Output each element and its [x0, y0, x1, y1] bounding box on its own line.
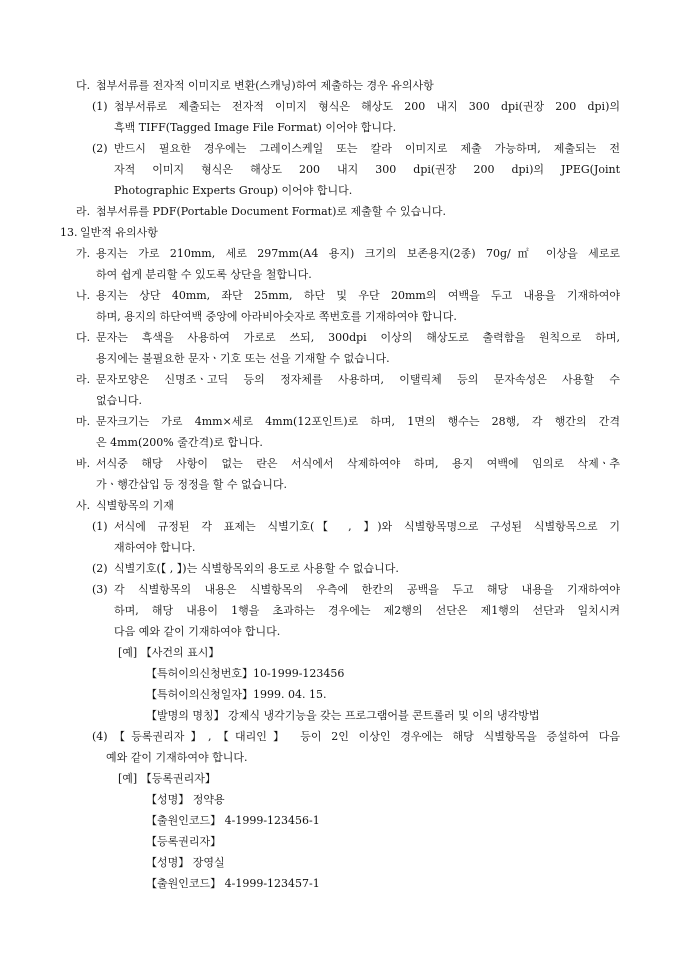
item-label: (4)	[92, 730, 108, 743]
item-label: (2)	[92, 562, 108, 575]
text-line: 반드시 필요한 경우에는 그레이스케일 또는 칼라 이미지로 제출 가능하며, 제출되는 전	[114, 142, 620, 155]
text-line: 하며, 용지의 하단여백 중앙에 아라비아숫자로 쪽번호를 기재하여야 합니다.	[96, 310, 457, 323]
text-line: 예와 같이 기재하여야 합니다.	[106, 751, 248, 764]
text-line: 식별기호(【 , 】)는 식별항목외의 용도로 사용할 수 없습니다.	[114, 562, 399, 575]
text-line: 용지는 가로 210mm, 세로 297mm(A4 용지) 크기의 보존용지(2종) 70g/㎡ 이상을 세로로	[96, 247, 620, 260]
item-label: 가.	[76, 247, 91, 260]
example-line: 【등록권리자】	[146, 835, 222, 848]
example-line: 【출원인코드】 4-1999-123456-1	[146, 814, 320, 827]
text-line: 재하여야 합니다.	[114, 541, 196, 554]
text-line: 하며, 해당 내용이 1행을 초과하는 경우에는 제2행의 선단은 제1행의 선단과 일치시켜	[114, 604, 620, 617]
item-label: 라.	[76, 373, 91, 386]
text-line: 문자는 흑색을 사용하여 가로로 쓰되, 300dpi 이상의 해상도로 출력함을 원칙으로 하며,	[96, 331, 620, 344]
text-line: 다음 예와 같이 기재하여야 합니다.	[114, 625, 281, 638]
text-line: 서식중 해당 사항이 없는 란은 서식에서 삭제하여야 하며, 용지 여백에 임의로 삭제ㆍ추	[96, 457, 620, 470]
example-line: 【출원인코드】 4-1999-123457-1	[146, 877, 320, 890]
text-line: 문자모양은 신명조ㆍ고딕 등의 정자체를 사용하며, 이탤릭체 등의 문자속성은 사용할 수	[96, 373, 620, 386]
example-line: 【특허이의신청일자】1999. 04. 15.	[146, 688, 327, 701]
text-line: Photographic Experts Group) 이어야 합니다.	[114, 184, 353, 197]
item-label: 마.	[76, 415, 91, 428]
text-line: 【등록권리자】,【대리인】 등이 2인 이상인 경우에는 해당 식별항목을 증설하여 다음	[114, 730, 620, 743]
text-line: 첨부서류로 제출되는 전자적 이미지 형식은 해상도 200 내지 300 dpi(권장 200 dpi)의	[114, 100, 620, 113]
text-line: 은 4mm(200% 줄간격)로 합니다.	[96, 436, 263, 449]
text-line: 없습니다.	[96, 394, 143, 407]
text-line: 용지에는 불필요한 문자ㆍ기호 또는 선을 기재할 수 없습니다.	[96, 352, 390, 365]
item-label: (2)	[92, 142, 108, 155]
item-label: (1)	[92, 520, 108, 533]
text-line: 용지는 상단 40mm, 좌단 25mm, 하단 및 우단 20mm의 여백을 두고 내용을 기재하여야	[96, 289, 620, 302]
item-label: 나.	[76, 289, 91, 302]
text-line: 가ㆍ행간삽입 등 정정을 할 수 없습니다.	[96, 478, 287, 491]
item-label: 라.	[76, 205, 91, 218]
item-label: (3)	[92, 583, 108, 596]
item-label: 다.	[76, 331, 91, 344]
section-title: 일반적 유의사항	[80, 226, 158, 239]
item-label: 바.	[76, 457, 91, 470]
example-line: 【발명의 명칭】 강제식 냉각기능을 갖는 프로그램어블 콘트롤러 및 이의 냉각방법	[146, 709, 540, 722]
text-line: 하여 쉽게 분리할 수 있도록 상단을 철합니다.	[96, 268, 312, 281]
example-heading: [예] 【사건의 표시】	[118, 646, 220, 659]
text-line: 첨부서류를 PDF(Portable Document Format)로 제출할 수 있습니다.	[96, 205, 447, 218]
text-line: 식별항목의 기재	[96, 499, 174, 512]
text-line: 문자크기는 가로 4mm×세로 4mm(12포인트)로 하며, 1면의 행수는 28행, 각 행간의 간격	[96, 415, 620, 428]
text-line: 첨부서류를 전자적 이미지로 변환(스캐닝)하여 제출하는 경우 유의사항	[96, 79, 434, 92]
item-label: 다.	[76, 79, 91, 92]
item-label: (1)	[92, 100, 108, 113]
text-line: 각 식별항목의 내용은 식별항목의 우측에 한칸의 공백을 두고 해당 내용을 기재하여야	[114, 583, 620, 596]
example-line: 【특허이의신청번호】10-1999-123456	[146, 667, 345, 680]
item-label: 사.	[76, 499, 91, 512]
section-number: 13.	[60, 226, 78, 239]
text-line: 자적 이미지 형식은 해상도 200 내지 300 dpi(권장 200 dpi)의 JPEG(Joint	[114, 163, 620, 176]
example-line: 【성명】 정약용	[146, 793, 225, 806]
example-line: 【성명】 장영실	[146, 856, 225, 869]
example-heading: [예] 【등록권리자】	[118, 772, 216, 785]
text-line: 흑백 TIFF(Tagged Image File Format) 이어야 합니다.	[114, 121, 397, 134]
text-line: 서식에 규정된 각 표제는 식별기호(【 , 】)와 식별항목명으로 구성된 식별항목으로 기	[114, 520, 620, 533]
